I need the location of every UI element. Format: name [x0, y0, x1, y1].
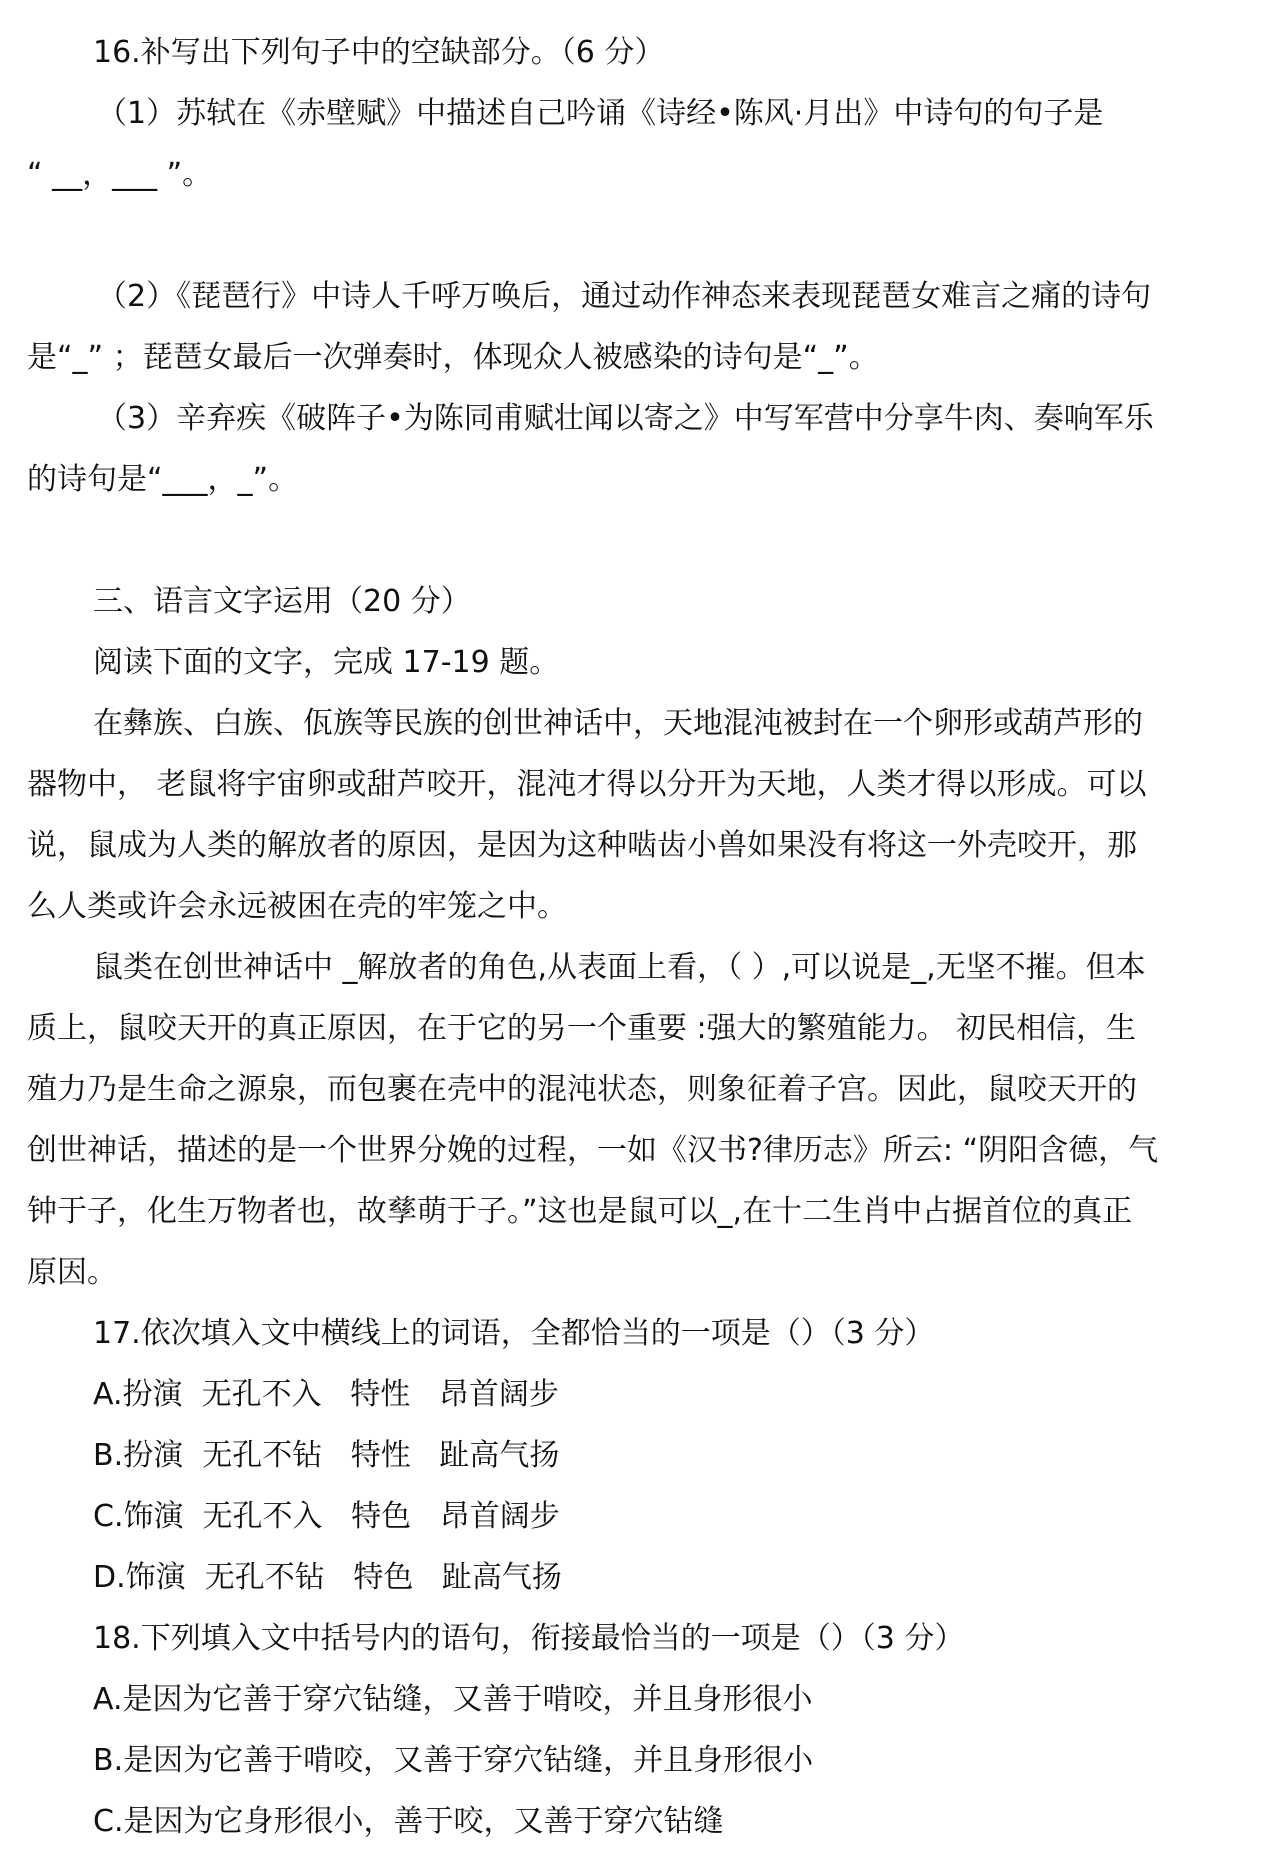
q16-part1-line1: （1）苏轼在《赤壁赋》中描述自己吟诵《诗经•陈风·月出》中诗句的句子是 — [97, 96, 1104, 131]
q18-option-b: B.是因为它善于啃咬，又善于穿穴钻缝，并且身形很小 — [93, 1743, 814, 1778]
passage-para2-line: 钟于子，化生万物者也，故孳萌于子。”这也是鼠可以_,在十二生肖中占据首位的真正 — [27, 1194, 1133, 1229]
blank-spacer — [27, 205, 1268, 266]
passage-para2-line: 殖力乃是生命之源泉，而包裹在壳中的混沌状态，则象征着子宫。因此，鼠咬天开的 — [27, 1072, 1137, 1107]
q16-part3-line1: （3）辛弃疾《破阵子•为陈同甫赋壮闻以寄之》中写军营中分享牛肉、奏响军乐 — [97, 401, 1154, 436]
passage-para1-line: 在彝族、白族、佤族等民族的创世神话中，天地混沌被封在一个卵形或葫芦形的 — [93, 706, 1143, 741]
passage-para1-line: 器物中， 老鼠将宇宙卵或甜芦咬开，混沌才得以分开为天地，人类才得以形成。可以 — [27, 767, 1147, 802]
passage-para2-line: 创世神话，描述的是一个世界分娩的过程，一如《汉书?律历志》所云: “阴阳含德，气 — [27, 1133, 1159, 1168]
passage-para1-line: 么人类或许会永远被困在壳的牢笼之中。 — [27, 889, 567, 924]
section3-heading: 三、语言文字运用（20 分） — [93, 584, 471, 619]
q17-title: 17.依次填入文中横线上的词语，全都恰当的一项是（）（3 分） — [93, 1316, 935, 1351]
passage-para2-line: 原因。 — [27, 1255, 117, 1290]
q18-option-a: A.是因为它善于穿穴钻缝，又善于啃咬，并且身形很小 — [93, 1682, 813, 1717]
q16-part1-line2: “ __，___ ”。 — [27, 157, 213, 192]
q16-title: 16.补写出下列句子中的空缺部分。（6 分） — [93, 35, 665, 70]
passage-para2-line: 鼠类在创世神话中 _解放者的角色,从表面上看，（ ）,可以说是_,无坚不摧。但本 — [93, 950, 1146, 985]
passage-para1-line: 说，鼠成为人类的解放者的原因，是因为这种啮齿小兽如果没有将这一外壳咬开，那 — [27, 828, 1137, 863]
q17-option-b: B.扮演 无孔不钻 特性 趾高气扬 — [93, 1438, 560, 1473]
q17-option-d: D.饰演 无孔不钻 特色 趾高气扬 — [93, 1560, 562, 1595]
q18-option-c: C.是因为它身形很小，善于咬，又善于穿穴钻缝 — [93, 1804, 724, 1839]
passage-para2-line: 质上，鼠咬天开的真正原因，在于它的另一个重要 :强大的繁殖能力。 初民相信，生 — [27, 1011, 1137, 1046]
blank-spacer — [27, 510, 1268, 571]
q18-title: 18.下列填入文中括号内的语句，衔接最恰当的一项是（）（3 分） — [93, 1621, 965, 1656]
q16-part2-line2: 是“_” ；琵琶女最后一次弹奏时，体现众人被感染的诗句是“_”。 — [27, 340, 879, 375]
q17-option-c: C.饰演 无孔不入 特色 昂首阔步 — [93, 1499, 560, 1534]
reading-intro: 阅读下面的文字，完成 17-19 题。 — [93, 645, 560, 680]
q17-option-a: A.扮演 无孔不入 特性 昂首阔步 — [93, 1377, 559, 1412]
q16-part3-line2: 的诗句是“___，_”。 — [27, 462, 299, 497]
q16-part2-line1: （2）《琵琶行》中诗人千呼万唤后，通过动作神态来表现琵琶女难言之痛的诗句 — [97, 279, 1152, 314]
